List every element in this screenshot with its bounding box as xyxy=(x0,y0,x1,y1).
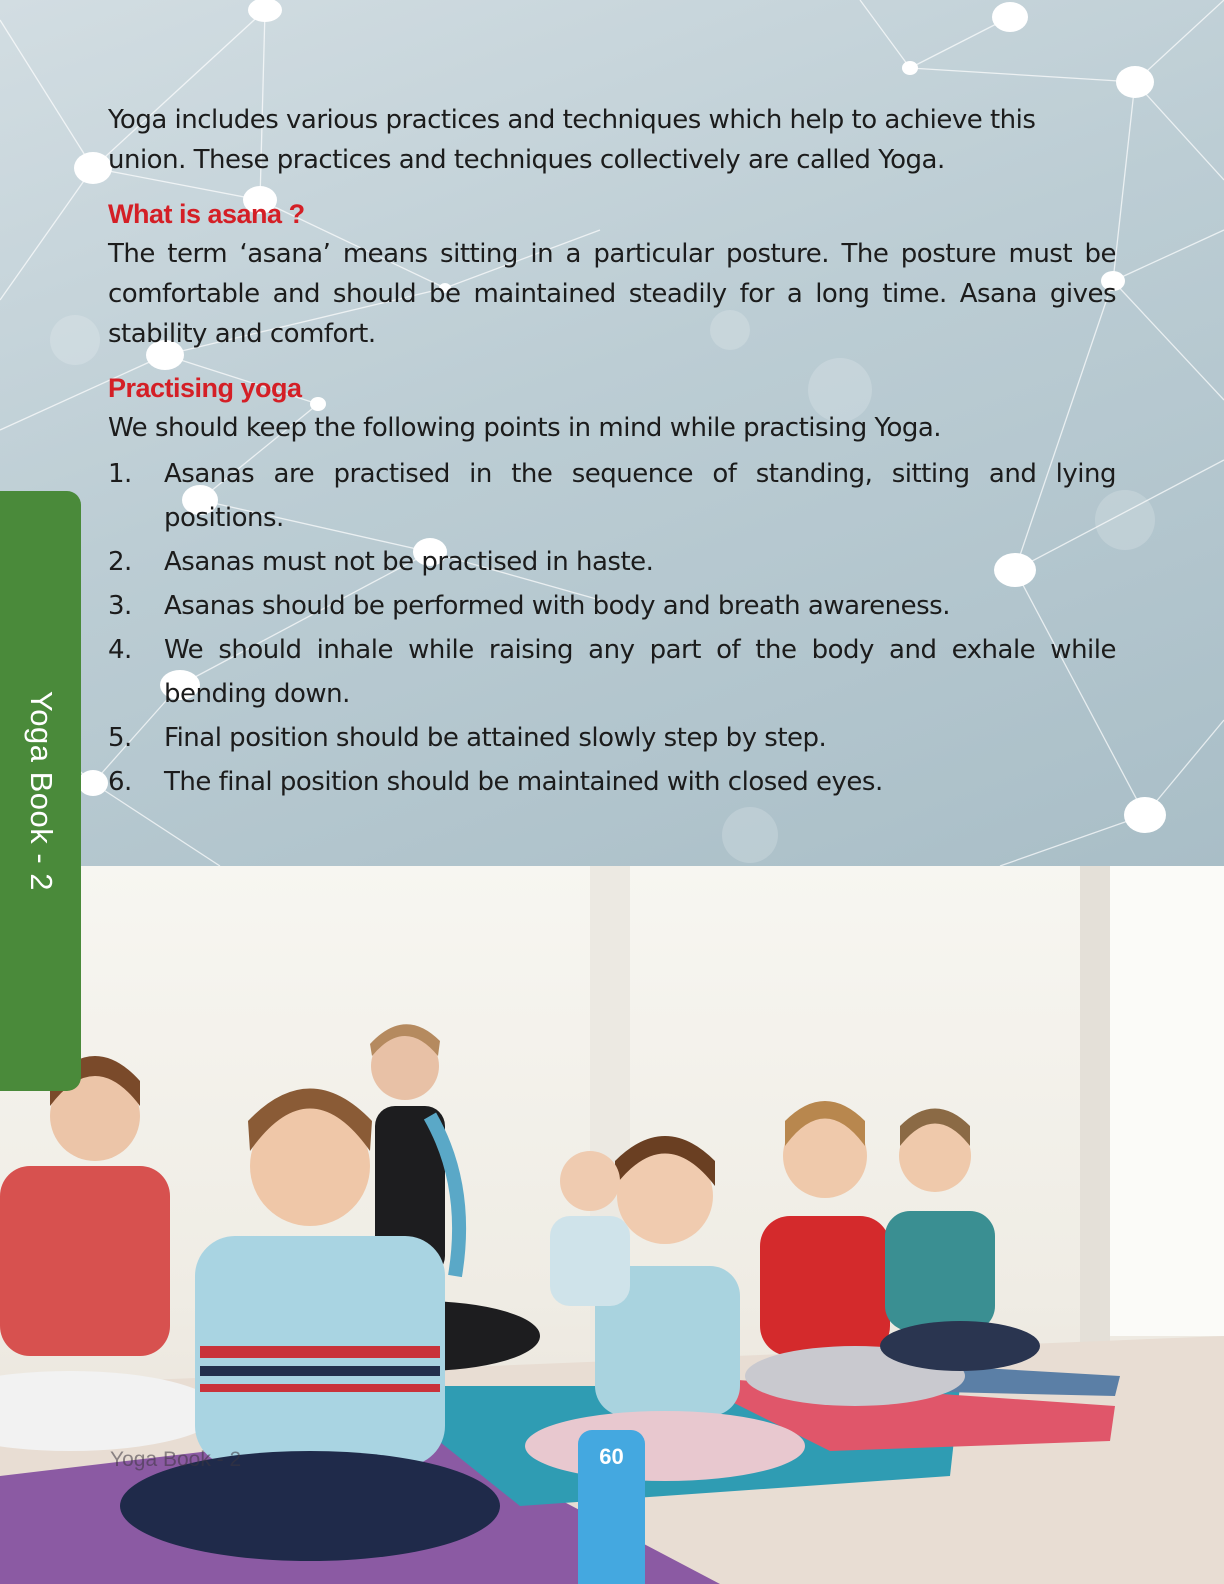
intro-paragraph: Yoga includes various practices and techniques which help to achieve this union. These practices and techniques collectively are called Yoga. xyxy=(108,105,1036,175)
practice-points-list xyxy=(108,452,1116,804)
list-item-text: Asanas must not be practised in haste. xyxy=(164,547,654,577)
list-item xyxy=(108,584,1116,628)
side-tab-label: Yoga Book - 2 xyxy=(23,690,59,892)
list-item-text: Final position should be attained slowly step by step. xyxy=(164,723,827,753)
list-item-number: 2. xyxy=(108,547,132,577)
list-item-text: The final position should be maintained with closed eyes. xyxy=(164,767,883,797)
list-item xyxy=(108,760,1116,804)
list-item-text: Asanas are practised in the sequence of standing, sitting and lying positions. xyxy=(164,459,1116,533)
list-item xyxy=(108,540,1116,584)
practising-heading: Practising yoga xyxy=(108,373,302,403)
list-item-text: We should inhale while raising any part of the body and exhale while bending down. xyxy=(164,635,1116,709)
list-item-text: Asanas should be performed with body and breath awareness. xyxy=(164,591,950,621)
list-item-number: 4. xyxy=(108,635,132,665)
page-number: 60 xyxy=(599,1444,624,1469)
practising-intro: We should keep the following points in mind while practising Yoga. xyxy=(108,413,942,443)
list-item xyxy=(108,628,1116,716)
list-item-number: 5. xyxy=(108,723,132,753)
list-item-number: 6. xyxy=(108,767,132,797)
main-content xyxy=(108,100,1116,804)
side-tab xyxy=(0,491,81,1091)
list-item xyxy=(108,716,1116,760)
list-item-number: 3. xyxy=(108,591,132,621)
list-item xyxy=(108,452,1116,540)
list-item-number: 1. xyxy=(108,459,132,489)
footer-book-label: Yoga Book - 2 xyxy=(110,1448,242,1471)
asana-paragraph: The term ‘asana’ means sitting in a particular posture. The posture must be comfortable and should be maintained steadily for a long time. Asana gives stability and comfort. xyxy=(108,239,1116,349)
page-number-tab xyxy=(578,1430,645,1584)
asana-heading: What is asana ? xyxy=(108,199,305,229)
